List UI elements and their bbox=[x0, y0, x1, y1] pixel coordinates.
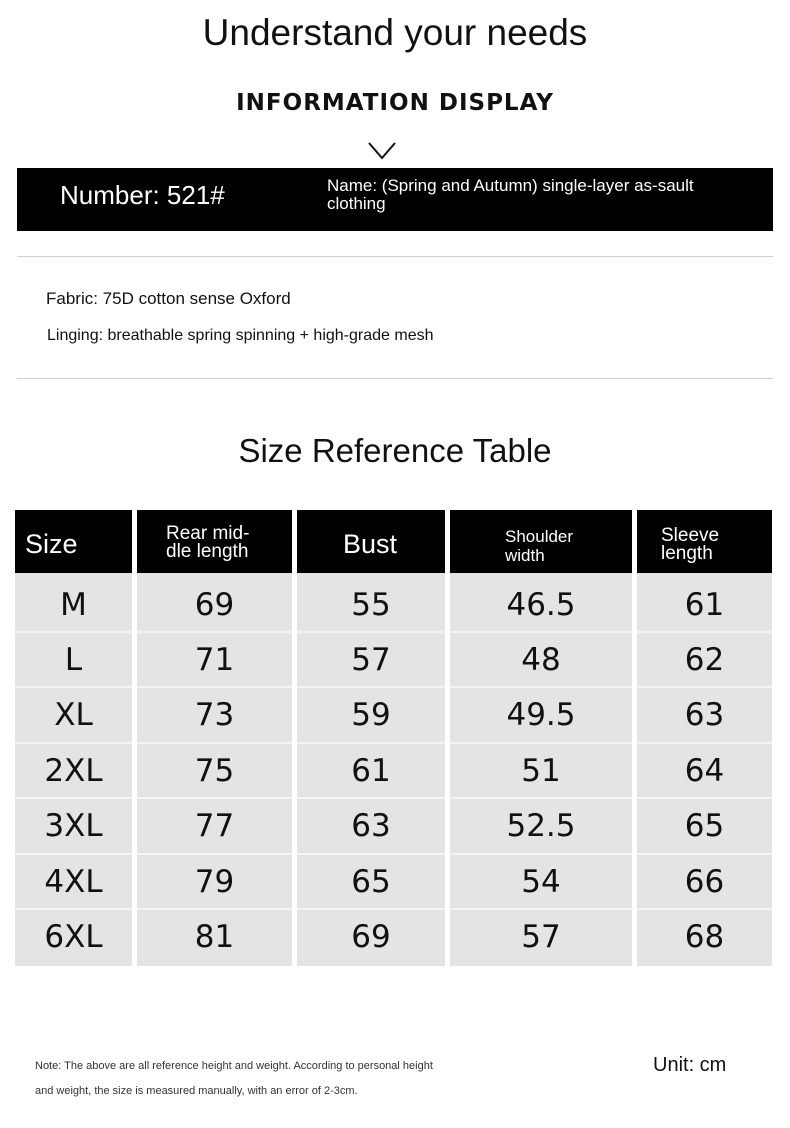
header-bust-label: Bust bbox=[343, 529, 398, 559]
chevron-down-icon bbox=[367, 140, 397, 162]
row-divider bbox=[137, 742, 292, 744]
cell-shoulder-width: 49.5 bbox=[506, 697, 576, 733]
cell-sleeve-length: 62 bbox=[684, 642, 725, 678]
row-divider bbox=[15, 686, 132, 688]
header-bust bbox=[297, 510, 445, 573]
column-sleeve-length bbox=[637, 510, 772, 966]
column-shoulder-width bbox=[450, 510, 632, 966]
header-shoulder-width bbox=[450, 510, 632, 573]
column-size bbox=[15, 510, 132, 966]
cell-size: 2XL bbox=[44, 753, 103, 789]
row-divider bbox=[297, 742, 445, 744]
cell-rear-length: 79 bbox=[194, 864, 235, 900]
fabric-text: Fabric: 75D cotton sense Oxford bbox=[46, 289, 291, 308]
cell-bust: 55 bbox=[351, 587, 391, 623]
row-divider bbox=[637, 631, 772, 633]
note-line-2: and weight, the size is measured manually, with an error of 2-3cm. bbox=[35, 1085, 358, 1097]
cell-size: 6XL bbox=[44, 919, 103, 955]
header-rear-length bbox=[137, 510, 292, 573]
unit-label: Unit: cm bbox=[653, 1054, 727, 1076]
row-divider bbox=[297, 853, 445, 855]
row-divider bbox=[137, 686, 292, 688]
row-divider bbox=[15, 853, 132, 855]
header-size-label: Size bbox=[25, 529, 78, 559]
header-shoulder-label bbox=[505, 527, 573, 565]
cell-rear-length: 75 bbox=[194, 753, 235, 789]
note-line-1: Note: The above are all reference height and weight. According to personal height bbox=[35, 1060, 433, 1072]
cell-size: 4XL bbox=[44, 864, 103, 900]
row-divider bbox=[15, 742, 132, 744]
cell-sleeve-length: 66 bbox=[684, 864, 725, 900]
section-subtitle: INFORMATION DISPLAY bbox=[236, 90, 554, 116]
info-bar bbox=[17, 168, 773, 231]
cell-size: XL bbox=[54, 697, 93, 733]
row-divider bbox=[137, 853, 292, 855]
cell-bust: 61 bbox=[351, 753, 391, 789]
row-divider bbox=[450, 742, 632, 744]
row-divider bbox=[137, 797, 292, 799]
header-sleeve-label bbox=[661, 527, 719, 563]
product-name: Name: (Spring and Autumn) single-layer as-sault clothing bbox=[327, 176, 694, 213]
header-rear-line1: Rear mid- bbox=[166, 523, 250, 544]
cell-rear-length: 71 bbox=[194, 642, 235, 678]
header-sleeve-length bbox=[637, 510, 772, 573]
header-shoulder-line2: width bbox=[505, 546, 545, 565]
cell-shoulder-width: 46.5 bbox=[506, 587, 576, 623]
row-divider bbox=[637, 908, 772, 910]
header-rear-length-label bbox=[166, 525, 249, 561]
row-divider bbox=[637, 853, 772, 855]
cell-sleeve-length: 61 bbox=[684, 587, 725, 623]
cell-size: 3XL bbox=[44, 808, 103, 844]
row-divider bbox=[450, 908, 632, 910]
cell-rear-length: 73 bbox=[194, 697, 235, 733]
cell-bust: 57 bbox=[351, 642, 391, 678]
cell-sleeve-length: 65 bbox=[684, 808, 725, 844]
product-number: Number: 521# bbox=[60, 180, 225, 210]
column-bust bbox=[297, 510, 445, 966]
cell-sleeve-length: 64 bbox=[684, 753, 725, 789]
row-divider bbox=[297, 631, 445, 633]
cell-sleeve-length: 63 bbox=[684, 697, 725, 733]
row-divider bbox=[450, 686, 632, 688]
cell-bust: 65 bbox=[351, 864, 391, 900]
row-divider bbox=[15, 797, 132, 799]
cell-shoulder-width: 54 bbox=[521, 864, 561, 900]
row-divider bbox=[297, 908, 445, 910]
header-size bbox=[15, 510, 132, 573]
header-rear-line2: dle length bbox=[166, 541, 249, 562]
row-divider bbox=[297, 797, 445, 799]
page-title: Understand your needs bbox=[202, 12, 588, 53]
table-title: Size Reference Table bbox=[238, 432, 552, 469]
cell-rear-length: 77 bbox=[194, 808, 235, 844]
row-divider bbox=[450, 797, 632, 799]
row-divider bbox=[137, 908, 292, 910]
cell-size: L bbox=[64, 642, 83, 678]
row-divider bbox=[637, 797, 772, 799]
header-sleeve-line1: Sleeve bbox=[661, 525, 720, 546]
cell-sleeve-length: 68 bbox=[684, 919, 725, 955]
row-divider bbox=[297, 686, 445, 688]
row-divider bbox=[450, 631, 632, 633]
cell-shoulder-width: 57 bbox=[521, 919, 561, 955]
row-divider bbox=[637, 686, 772, 688]
cell-rear-length: 81 bbox=[194, 919, 235, 955]
header-shoulder-line1: Shoulder bbox=[505, 527, 574, 546]
row-divider bbox=[450, 853, 632, 855]
row-divider bbox=[637, 742, 772, 744]
cell-shoulder-width: 51 bbox=[521, 753, 561, 789]
cell-shoulder-width: 48 bbox=[521, 642, 561, 678]
cell-rear-length: 69 bbox=[194, 587, 235, 623]
row-divider bbox=[15, 631, 132, 633]
cell-bust: 69 bbox=[351, 919, 391, 955]
cell-bust: 63 bbox=[351, 808, 391, 844]
divider bbox=[17, 256, 773, 257]
lining-text: Linging: breathable spring spinning + high-grade mesh bbox=[47, 327, 434, 344]
cell-size: M bbox=[60, 587, 87, 623]
cell-shoulder-width: 52.5 bbox=[506, 808, 576, 844]
row-divider bbox=[15, 908, 132, 910]
header-sleeve-line2: length bbox=[661, 543, 713, 564]
cell-bust: 59 bbox=[351, 697, 391, 733]
row-divider bbox=[137, 631, 292, 633]
divider bbox=[17, 378, 773, 379]
column-rear-length bbox=[137, 510, 292, 966]
